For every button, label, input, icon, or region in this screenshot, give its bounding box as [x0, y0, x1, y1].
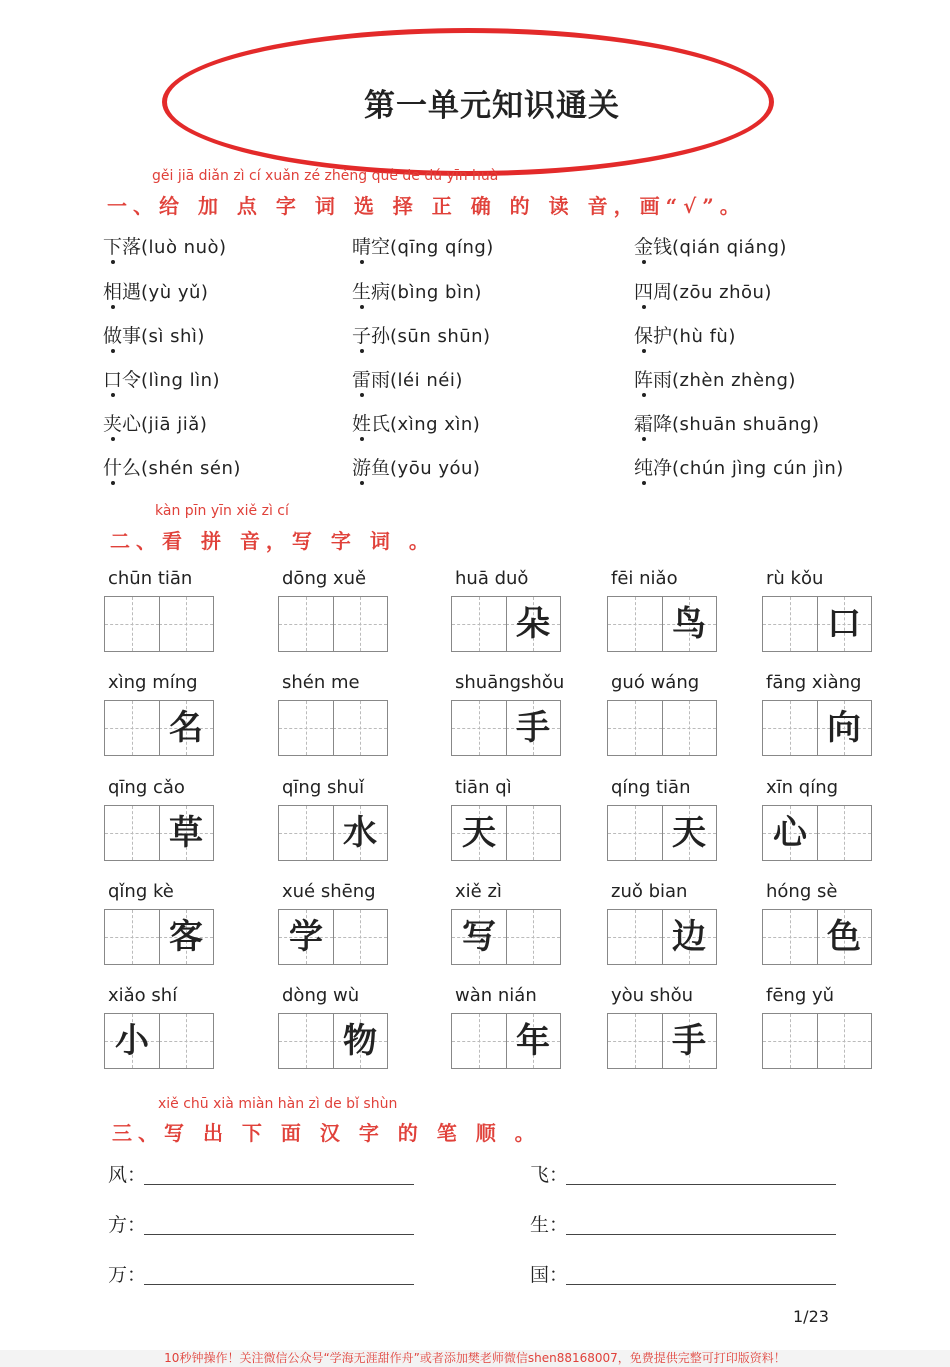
given-character: [763, 701, 817, 755]
reading-choice-item[interactable]: [634, 409, 819, 436]
cell-pinyin: xué shēng: [282, 881, 376, 902]
reading-choice-item[interactable]: [352, 277, 482, 304]
cell-pinyin: dōng xuě: [282, 568, 367, 589]
reading-choice-item[interactable]: [634, 277, 772, 304]
given-character: [279, 597, 333, 651]
tian-grid-box[interactable]: [506, 701, 560, 755]
answer-line[interactable]: [144, 1284, 414, 1285]
cell-pinyin: guó wáng: [611, 672, 700, 693]
given-character: [506, 910, 560, 964]
reading-choice-item[interactable]: [352, 453, 480, 480]
cell-divider: [159, 1014, 160, 1068]
cell-divider: [506, 1014, 507, 1068]
given-character: [763, 1014, 817, 1068]
writing-cell[interactable]: [104, 805, 214, 861]
word-text: 阵雨: [634, 369, 673, 391]
given-character: 心: [773, 813, 807, 853]
reading-choice-item[interactable]: [634, 321, 736, 348]
tian-grid-box[interactable]: [763, 597, 817, 651]
pinyin-options: (zōu zhōu): [672, 282, 772, 303]
tian-grid-box[interactable]: [817, 597, 871, 651]
writing-cell[interactable]: [762, 700, 872, 756]
given-character: [279, 701, 333, 755]
tian-grid-box[interactable]: [105, 1014, 159, 1068]
tian-grid-box[interactable]: [452, 701, 506, 755]
pinyin-options: (sūn shūn): [390, 326, 491, 347]
cell-pinyin: tiān qì: [455, 777, 512, 798]
stroke-order-label: 生：: [530, 1214, 569, 1236]
tian-grid-box[interactable]: [452, 1014, 506, 1068]
pinyin-options: (bìng bìn): [390, 282, 482, 303]
tian-grid-box[interactable]: [452, 910, 506, 964]
tian-grid-box[interactable]: [333, 701, 387, 755]
pinyin-options: (qīng qíng): [390, 237, 494, 258]
writing-cell[interactable]: [451, 596, 561, 652]
emphasis-dot: [111, 481, 115, 485]
page-title: 第一单元知识通关: [364, 88, 620, 124]
given-character: 草: [169, 813, 203, 853]
emphasis-dot: [111, 305, 115, 309]
stroke-order-label: 飞：: [530, 1164, 569, 1186]
cell-divider: [333, 1014, 334, 1068]
tian-grid-box[interactable]: [662, 701, 716, 755]
cell-divider: [817, 910, 818, 964]
cell-pinyin: qǐng kè: [108, 881, 174, 902]
pinyin-options: (luò nuò): [141, 237, 227, 258]
tian-grid-box[interactable]: [105, 806, 159, 860]
given-character: [608, 806, 662, 860]
reading-choice-item[interactable]: [352, 321, 491, 348]
given-character: [333, 701, 387, 755]
cell-divider: [506, 806, 507, 860]
section3-heading: 三、写 出 下 面 汉 字 的 笔 顺 。: [112, 1121, 541, 1145]
given-character: 色: [827, 917, 861, 957]
emphasis-dot: [360, 349, 364, 353]
stroke-order-label: 风：: [108, 1164, 147, 1186]
given-character: 手: [672, 1021, 706, 1061]
word-text: 晴空: [352, 236, 391, 258]
tian-grid-box[interactable]: [333, 597, 387, 651]
reading-choice-item[interactable]: [352, 365, 463, 392]
writing-cell[interactable]: [607, 596, 717, 652]
tian-grid-box[interactable]: [506, 806, 560, 860]
pinyin-options: (chún jìng cún jìn): [672, 458, 844, 479]
emphasis-dot: [360, 481, 364, 485]
cell-pinyin: fēi niǎo: [611, 568, 678, 589]
stroke-order-label: 国：: [530, 1264, 569, 1286]
reading-choice-item[interactable]: [103, 453, 241, 480]
section2-heading: 二、看 拼 音，写 字 词 。: [110, 529, 435, 553]
cell-pinyin: yòu shǒu: [611, 985, 694, 1006]
cell-pinyin: shén me: [282, 672, 360, 693]
cell-pinyin: chūn tiān: [108, 568, 193, 589]
pinyin-options: (qián qiáng): [672, 237, 787, 258]
tian-grid-box[interactable]: [763, 806, 817, 860]
cell-divider: [506, 701, 507, 755]
tian-grid-box[interactable]: [506, 597, 560, 651]
word-text: 相遇: [103, 281, 142, 303]
emphasis-dot: [642, 481, 646, 485]
word-text: 口令: [103, 369, 142, 391]
emphasis-dot: [642, 393, 646, 397]
reading-choice-item[interactable]: [103, 232, 227, 259]
writing-cell[interactable]: [278, 1013, 388, 1069]
tian-grid-box[interactable]: [159, 910, 213, 964]
cell-divider: [662, 910, 663, 964]
tian-grid-box[interactable]: [763, 701, 817, 755]
tian-grid-box[interactable]: [662, 910, 716, 964]
word-text: 霜降: [634, 413, 673, 435]
pinyin-options: (yù yǔ): [141, 282, 209, 303]
tian-grid-box[interactable]: [159, 597, 213, 651]
writing-cell[interactable]: [278, 596, 388, 652]
tian-grid-box[interactable]: [279, 701, 333, 755]
cell-divider: [333, 597, 334, 651]
tian-grid-box[interactable]: [452, 597, 506, 651]
stroke-order-label: 万：: [108, 1264, 147, 1286]
word-text: 金钱: [634, 236, 673, 258]
tian-grid-box[interactable]: [763, 910, 817, 964]
writing-cell[interactable]: [762, 909, 872, 965]
writing-cell[interactable]: [104, 596, 214, 652]
cell-divider: [662, 701, 663, 755]
writing-cell[interactable]: [104, 909, 214, 965]
reading-choice-item[interactable]: [103, 277, 208, 304]
tian-grid-box[interactable]: [159, 1014, 213, 1068]
tian-grid-box[interactable]: [608, 806, 662, 860]
given-character: [333, 910, 387, 964]
cell-pinyin: qīng shuǐ: [282, 777, 365, 798]
writing-cell[interactable]: [607, 805, 717, 861]
writing-cell[interactable]: [451, 700, 561, 756]
pinyin-options: (zhèn zhèng): [672, 370, 796, 391]
given-character: [279, 806, 333, 860]
tian-grid-box[interactable]: [763, 1014, 817, 1068]
writing-cell[interactable]: [451, 805, 561, 861]
cell-pinyin: xìng míng: [108, 672, 198, 693]
given-character: 朵: [516, 604, 550, 644]
cell-divider: [662, 1014, 663, 1068]
word-text: 做事: [103, 325, 142, 347]
given-character: [159, 597, 213, 651]
writing-cell[interactable]: [278, 700, 388, 756]
tian-grid-box[interactable]: [662, 1014, 716, 1068]
writing-cell[interactable]: [451, 909, 561, 965]
emphasis-dot: [360, 437, 364, 441]
footer-banner: 10秒钟操作！关注微信公众号“学海无涯甜作舟”或者添加樊老师微信shen88168007，免费提供完整可打印版资料！: [0, 1350, 950, 1367]
tian-grid-box[interactable]: [608, 910, 662, 964]
tian-grid-box[interactable]: [662, 597, 716, 651]
given-character: [763, 910, 817, 964]
tian-grid-box[interactable]: [105, 701, 159, 755]
word-text: 雷雨: [352, 369, 391, 391]
cell-pinyin: qīng cǎo: [108, 777, 185, 798]
tian-grid-box[interactable]: [105, 597, 159, 651]
tian-grid-box[interactable]: [608, 597, 662, 651]
given-character: 物: [343, 1021, 377, 1061]
word-text: 姓氏: [352, 413, 391, 435]
reading-choice-item[interactable]: [634, 232, 787, 259]
word-text: 生病: [352, 281, 391, 303]
given-character: 写: [462, 917, 496, 957]
word-text: 夹心: [103, 413, 142, 435]
given-character: [105, 701, 159, 755]
given-character: [452, 701, 506, 755]
section1-pinyin: gěi jiā diǎn zì cí xuǎn zé zhèng què de dú yīn huà: [152, 168, 499, 184]
writing-cell[interactable]: [607, 1013, 717, 1069]
reading-choice-item[interactable]: [103, 365, 220, 392]
given-character: 边: [672, 917, 706, 957]
tian-grid-box[interactable]: [333, 806, 387, 860]
cell-pinyin: xīn qíng: [766, 777, 839, 798]
cell-pinyin: fēng yǔ: [766, 985, 835, 1006]
given-character: 水: [343, 813, 377, 853]
word-text: 下落: [103, 236, 142, 258]
cell-divider: [159, 806, 160, 860]
cell-divider: [333, 910, 334, 964]
cell-divider: [662, 597, 663, 651]
given-character: [763, 597, 817, 651]
cell-pinyin: dòng wù: [282, 985, 360, 1006]
given-character: [662, 701, 716, 755]
emphasis-dot: [360, 260, 364, 264]
reading-choice-item[interactable]: [352, 232, 494, 259]
stroke-order-label: 方：: [108, 1214, 147, 1236]
cell-divider: [506, 597, 507, 651]
tian-grid-box[interactable]: [105, 910, 159, 964]
cell-divider: [159, 597, 160, 651]
answer-line[interactable]: [566, 1184, 836, 1185]
cell-divider: [506, 910, 507, 964]
section2-pinyin: kàn pīn yīn xiě zì cí: [155, 503, 289, 519]
reading-choice-item[interactable]: [103, 409, 207, 436]
reading-choice-item[interactable]: [352, 409, 480, 436]
reading-choice-item[interactable]: [634, 365, 796, 392]
given-character: 向: [827, 708, 861, 748]
pinyin-options: (shuān shuāng): [672, 414, 820, 435]
word-text: 纯净: [634, 457, 673, 479]
given-character: 天: [462, 813, 496, 853]
cell-divider: [817, 701, 818, 755]
emphasis-dot: [642, 305, 646, 309]
emphasis-dot: [642, 437, 646, 441]
given-character: 小: [115, 1021, 149, 1061]
pinyin-options: (shén sén): [141, 458, 241, 479]
given-character: 手: [516, 708, 550, 748]
given-character: [452, 597, 506, 651]
answer-line[interactable]: [566, 1234, 836, 1235]
pinyin-options: (hù fù): [672, 326, 736, 347]
cell-pinyin: fāng xiàng: [766, 672, 862, 693]
emphasis-dot: [360, 393, 364, 397]
tian-grid-box[interactable]: [279, 806, 333, 860]
tian-grid-box[interactable]: [662, 806, 716, 860]
given-character: 客: [169, 917, 203, 957]
emphasis-dot: [111, 260, 115, 264]
given-character: [105, 597, 159, 651]
given-character: 年: [516, 1021, 550, 1061]
given-character: [608, 1014, 662, 1068]
tian-grid-box[interactable]: [279, 910, 333, 964]
answer-line[interactable]: [566, 1284, 836, 1285]
given-character: [452, 1014, 506, 1068]
emphasis-dot: [642, 260, 646, 264]
writing-cell[interactable]: [104, 700, 214, 756]
cell-pinyin: shuāngshǒu: [455, 672, 565, 693]
writing-cell[interactable]: [607, 909, 717, 965]
cell-divider: [159, 701, 160, 755]
cell-pinyin: rù kǒu: [766, 568, 824, 589]
tian-grid-box[interactable]: [608, 1014, 662, 1068]
writing-cell[interactable]: [278, 805, 388, 861]
pinyin-options: (lìng lìn): [141, 370, 221, 391]
given-character: [817, 1014, 871, 1068]
reading-choice-item[interactable]: [634, 453, 844, 480]
page-number: 1/23: [793, 1307, 829, 1326]
given-character: [506, 806, 560, 860]
answer-line[interactable]: [144, 1234, 414, 1235]
tian-grid-box[interactable]: [817, 910, 871, 964]
given-character: 学: [289, 917, 323, 957]
given-character: 口: [827, 604, 861, 644]
tian-grid-box[interactable]: [159, 701, 213, 755]
cell-divider: [817, 1014, 818, 1068]
writing-cell[interactable]: [762, 1013, 872, 1069]
given-character: [279, 1014, 333, 1068]
word-text: 四周: [634, 281, 673, 303]
tian-grid-box[interactable]: [506, 910, 560, 964]
writing-cell[interactable]: [762, 805, 872, 861]
given-character: 名: [169, 708, 203, 748]
pinyin-options: (sì shì): [141, 326, 205, 347]
section1-heading: 一、给 加 点 字 词 选 择 正 确 的 读 音，画“√”。: [107, 194, 746, 218]
answer-line[interactable]: [144, 1184, 414, 1185]
cell-divider: [817, 597, 818, 651]
reading-choice-item[interactable]: [103, 321, 205, 348]
tian-grid-box[interactable]: [506, 1014, 560, 1068]
section3-pinyin: xiě chū xià miàn hàn zì de bǐ shùn: [158, 1096, 398, 1112]
cell-pinyin: wàn nián: [455, 985, 537, 1006]
given-character: 鸟: [672, 604, 706, 644]
tian-grid-box[interactable]: [817, 1014, 871, 1068]
tian-grid-box[interactable]: [333, 910, 387, 964]
cell-divider: [662, 806, 663, 860]
cell-pinyin: zuǒ bian: [611, 881, 688, 902]
cell-pinyin: huā duǒ: [455, 568, 529, 589]
writing-cell[interactable]: [762, 596, 872, 652]
given-character: [105, 806, 159, 860]
word-text: 什么: [103, 457, 142, 479]
given-character: [608, 910, 662, 964]
cell-pinyin: xiě zì: [455, 881, 502, 902]
cell-pinyin: xiǎo shí: [108, 985, 178, 1006]
writing-cell[interactable]: [104, 1013, 214, 1069]
cell-pinyin: hóng sè: [766, 881, 838, 902]
cell-divider: [817, 806, 818, 860]
writing-cell[interactable]: [451, 1013, 561, 1069]
tian-grid-box[interactable]: [279, 1014, 333, 1068]
tian-grid-box[interactable]: [452, 806, 506, 860]
emphasis-dot: [111, 437, 115, 441]
tian-grid-box[interactable]: [608, 701, 662, 755]
emphasis-dot: [111, 349, 115, 353]
pinyin-options: (jiā jiǎ): [141, 414, 208, 435]
given-character: [333, 597, 387, 651]
tian-grid-box[interactable]: [817, 701, 871, 755]
word-text: 子孙: [352, 325, 391, 347]
emphasis-dot: [111, 393, 115, 397]
pinyin-options: (léi néi): [390, 370, 463, 391]
cell-divider: [159, 910, 160, 964]
given-character: 天: [672, 813, 706, 853]
given-character: [159, 1014, 213, 1068]
tian-grid-box[interactable]: [817, 806, 871, 860]
cell-divider: [333, 806, 334, 860]
emphasis-dot: [642, 349, 646, 353]
given-character: [105, 910, 159, 964]
cell-pinyin: qíng tiān: [611, 777, 691, 798]
pinyin-options: (yōu yóu): [390, 458, 481, 479]
tian-grid-box[interactable]: [159, 806, 213, 860]
cell-divider: [333, 701, 334, 755]
emphasis-dot: [360, 305, 364, 309]
tian-grid-box[interactable]: [279, 597, 333, 651]
tian-grid-box[interactable]: [333, 1014, 387, 1068]
given-character: [817, 806, 871, 860]
pinyin-options: (xìng xìn): [390, 414, 481, 435]
writing-cell[interactable]: [278, 909, 388, 965]
given-character: [608, 597, 662, 651]
word-text: 保护: [634, 325, 673, 347]
given-character: [608, 701, 662, 755]
word-text: 游鱼: [352, 457, 391, 479]
writing-cell[interactable]: [607, 700, 717, 756]
